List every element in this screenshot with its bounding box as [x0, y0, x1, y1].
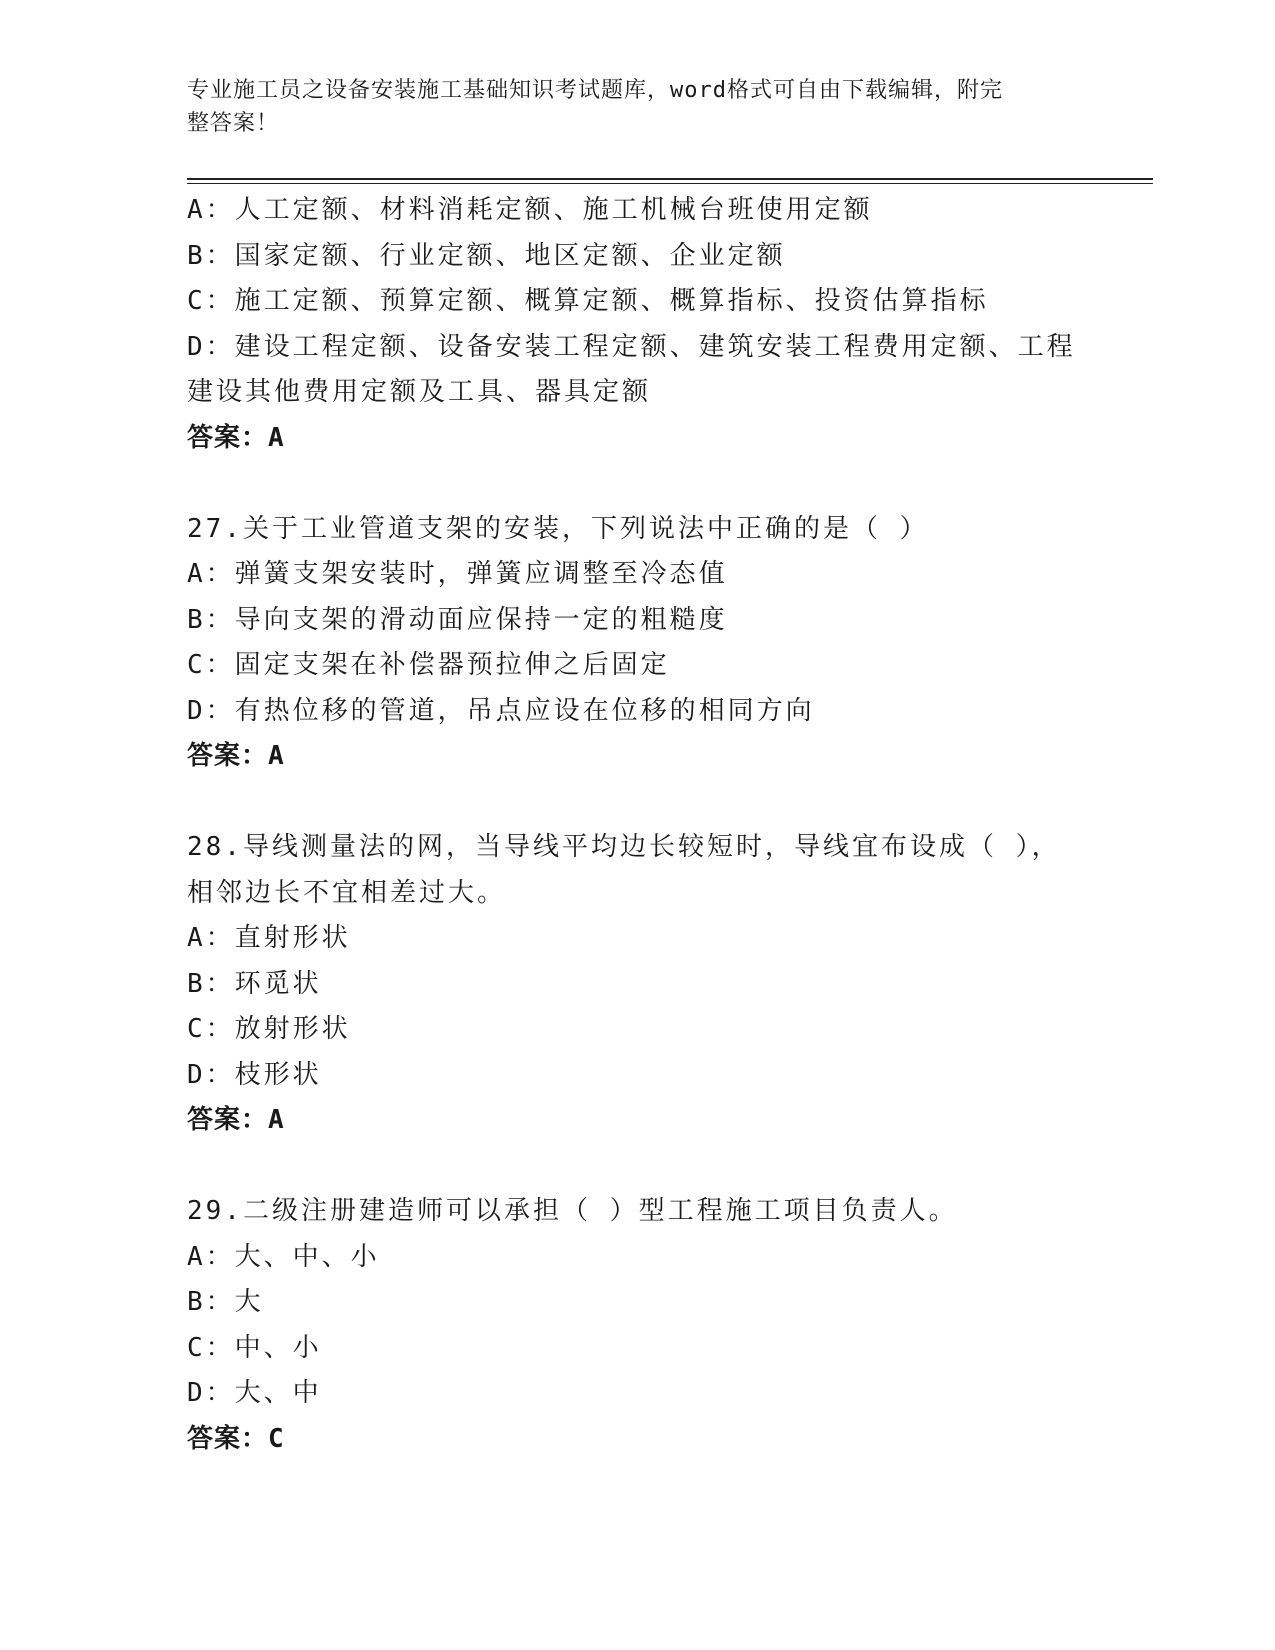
question-block-27: [187, 507, 1087, 780]
header-line-2: 整答案！: [187, 111, 280, 136]
option-b: B：大: [187, 1287, 264, 1317]
option-c: C：中、小: [187, 1332, 322, 1363]
header-line-1: 专业施工员之设备安装施工基础知识考试题库，word格式可自由下载编辑，附完: [187, 78, 1003, 103]
option-a: A：人工定额、材料消耗定额、施工机械台班使用定额: [187, 195, 873, 225]
option-d: D：建设工程定额、设备安装工程定额、建筑安装工程费用定额、工程: [187, 331, 1076, 362]
question-block-26: [187, 188, 1087, 461]
question-text: 29.二级注册建造师可以承担（ ）型工程施工项目负责人。: [187, 1196, 958, 1226]
option-a: A：直射形状: [187, 923, 351, 953]
question-text: 28.导线测量法的网，当导线平均边长较短时，导线宜布设成（ ），: [187, 832, 1061, 862]
question-text: 27.关于工业管道支架的安装，下列说法中正确的是（ ）: [187, 513, 929, 544]
question-text-continued: 相邻边长不宜相差过大。: [187, 877, 507, 908]
answer-line: 答案：A: [187, 741, 285, 771]
option-c: C：放射形状: [187, 1014, 351, 1044]
option-d: D：枝形状: [187, 1059, 322, 1090]
option-b: B：导向支架的滑动面应保持一定的粗糙度: [187, 604, 728, 635]
option-d: D：有热位移的管道，吊点应设在位移的相同方向: [187, 695, 815, 726]
question-block-29: [187, 1189, 1087, 1462]
spacer: [187, 780, 1087, 826]
option-b: B：环觅状: [187, 968, 322, 999]
option-c: C：固定支架在补偿器预拉伸之后固定: [187, 650, 670, 680]
option-d: D：大、中: [187, 1378, 322, 1408]
option-d-continued: 建设其他费用定额及工具、器具定额: [187, 377, 652, 407]
answer-line: 答案：A: [187, 1105, 285, 1135]
option-b: B：国家定额、行业定额、地区定额、企业定额: [187, 240, 786, 271]
spacer: [187, 461, 1087, 507]
option-a: A：大、中、小: [187, 1241, 380, 1272]
option-a: A：弹簧支架安装时，弹簧应调整至冷态值: [187, 559, 728, 589]
answer-line: 答案：C: [187, 1423, 285, 1454]
spacer: [187, 1144, 1087, 1190]
option-c: C：施工定额、预算定额、概算定额、概算指标、投资估算指标: [187, 286, 989, 316]
answer-line: 答案：A: [187, 422, 285, 453]
document-header: [187, 74, 1067, 140]
header-divider: [187, 178, 1153, 184]
question-list: [187, 188, 1087, 1462]
question-block-28: [187, 825, 1087, 1144]
